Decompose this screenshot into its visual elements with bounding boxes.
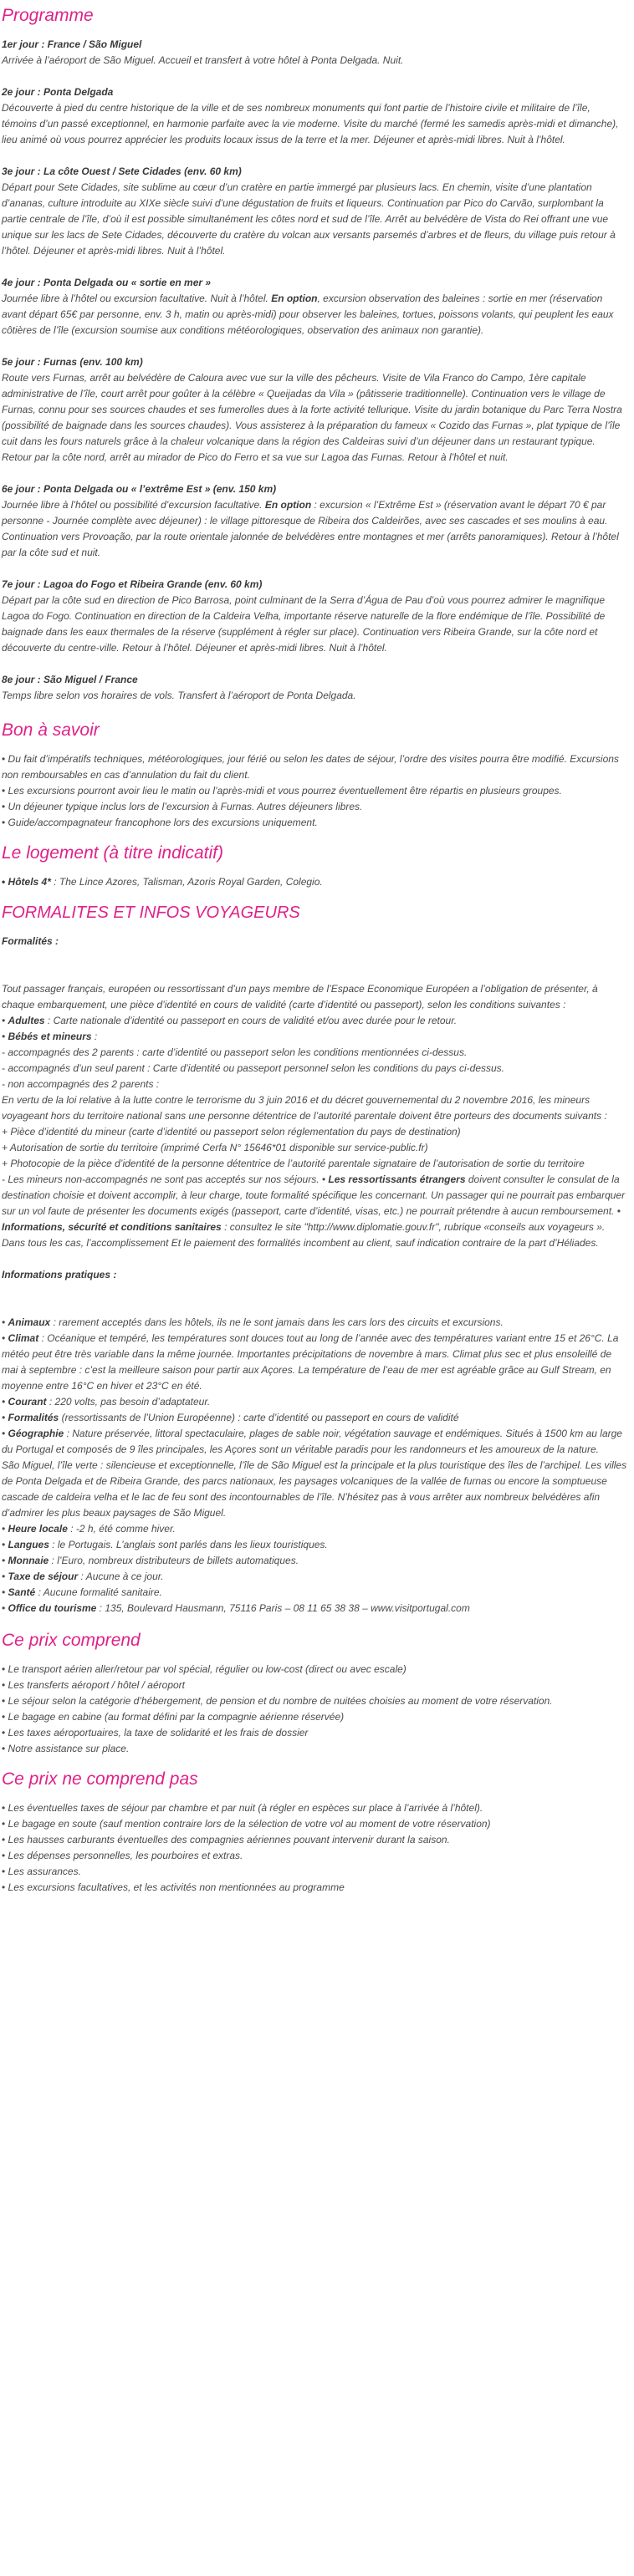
hotels-line [2, 874, 627, 890]
list-item: • Les dépenses personnelles, les pourboires et extras. [2, 1848, 627, 1864]
ne-comprend-pas-title: Ce prix ne comprend pas [2, 1769, 198, 1789]
info-item: • Climat : Océanique et tempéré, les températures sont douces tout au long de l’année avec des températures variant entre 15 et 26°C. La météo peut être très variable dans la même journée. Importantes précipitations de novembre à mars. Climat plus sec et plus ensoleillé de mai à septembre : c’est la meilleure saison pour partir aux Açores. La température de l’eau de mer est agréable grâce au Gulf Stream, en moyenne entre 16°C en hiver et 23°C en été. [2, 1332, 619, 1392]
formalites-section [2, 902, 627, 1628]
option-label: En option [264, 499, 312, 511]
info-item: • Animaux : rarement acceptés dans les hôtels, ils ne le sont jamais dans les cars lors des circuits et excursions. [2, 1316, 504, 1328]
info-item: • Heure locale : -2 h, été comme hiver. [2, 1523, 176, 1535]
closing-b-label: Les ressortissants étrangers [328, 1173, 466, 1185]
formalites-line: + Autorisation de sortie du territoire (imprimé Cerfa N° 15646*01 disponible sur service-public.fr) [2, 1142, 428, 1153]
day-6 [2, 481, 627, 561]
spacer [2, 1251, 627, 1267]
info-label: Climat [8, 1332, 39, 1344]
day-title: 4e jour : Ponta Delgada ou « sortie en mer » [2, 277, 212, 288]
formalites-subtitle: Formalités : [2, 935, 59, 947]
info-text: : l’Euro, nombreux distributeurs de billets automatiques. [49, 1555, 299, 1566]
logement-section [2, 843, 627, 890]
info-item: • Taxe de séjour : Aucune à ce jour. [2, 1571, 164, 1582]
closing-c-label: Informations, sécurité et conditions sanitaires [2, 1221, 222, 1233]
spacer [2, 965, 627, 981]
ne-comprend-pas-section [2, 1769, 627, 1896]
formalites-line: - accompagnés d’un seul parent : Carte d’identité ou passeport personnel selon les conditions du pays ci-dessus. [2, 1062, 505, 1074]
day-title: 5e jour : Furnas (env. 100 km) [2, 356, 143, 368]
list-item: • Le séjour selon la catégorie d’hébergement, de pension et du nombre de nuitées choisies au moment de votre réservation. [2, 1693, 627, 1709]
closing-c: : consultez le site "http://www.diplomatie.gouv.fr", rubrique «conseils aux voyageurs ». Dans tous les cas, l’accomplissement Et le paiement des formalités incombent au client, sauf indication contraire de la part d’Héliades. [2, 1221, 606, 1249]
info-item: • Géographie : Nature préservée, littoral spectaculaire, plages de sable noir, végétation sauvage et endémiques. Situés à 1500 km au large du Portugal et composés de 9 îles principales, les Açores sont un véritable paradis pour les randonneurs et les amoureux de la nature. [2, 1428, 622, 1455]
info-item: • Santé : Aucune formalité sanitaire. [2, 1586, 162, 1598]
info-text: : rarement acceptés dans les hôtels, ils ne le sont jamais dans les cars lors des circuits et excursions. [50, 1316, 504, 1328]
ne-comprend-pas-list [2, 1800, 627, 1896]
adultes-text: : Carte nationale d’identité ou passeport en cours de validité et/ou avec durée pour le retour. [44, 1015, 458, 1026]
info-item: • Formalités (ressortissants de l’Union Européenne) : carte d’identité ou passeport en cours de validité [2, 1412, 459, 1423]
programme-title: Programme [2, 6, 94, 25]
info-title: Informations pratiques : [2, 1269, 117, 1280]
day-title: 2e jour : Ponta Delgada [2, 86, 114, 98]
day-1 [2, 37, 627, 69]
list-item: • Les éventuelles taxes de séjour par chambre et par nuit (à régler en espèces sur place à l’arrivée à l’hôtel). [2, 1800, 627, 1816]
day-text-part: Journée libre à l’hôtel ou possibilité d’excursion facultative. [2, 499, 265, 511]
day-2 [2, 84, 627, 148]
hotels-text: : The Lince Azores, Talisman, Azoris Royal Garden, Colegio. [54, 876, 323, 888]
formalites-title: FORMALITES ET INFOS VOYAGEURS [2, 904, 300, 922]
bebes-line: • Bébés et mineurs : [2, 1031, 98, 1042]
spacer [2, 1299, 627, 1315]
list-item: • Guide/accompagnateur francophone lors des excursions uniquement. [2, 815, 627, 831]
bebes-label: Bébés et mineurs [8, 1031, 92, 1042]
adultes-line: • Adultes : Carte nationale d’identité ou passeport en cours de validité et/ou avec durée pour le retour. [2, 1015, 458, 1026]
info-text: : Océanique et tempéré, les températures sont douces tout au long de l’année avec des températures variant entre 15 et 26°C. La météo peut être très variable dans la même journée. Importantes précipitations de novembre à mars. Climat plus sec et plus ensoleillé de mai à septembre : c’est la meilleure saison pour partir aux Açores. La température de l’eau de mer est agréable grâce au Gulf Stream, en moyenne entre 16°C en hiver et 23°C en été. [2, 1332, 619, 1392]
day-5 [2, 354, 627, 466]
saomiguel-text: São Miguel, l’île verte : silencieuse et exceptionnelle, l’île de São Miguel est la principale et la plus touristique des îles de l’archipel. Les villes de Ponta Delgada et de Ribeira Grande, des parcs nationaux, les paysages volcaniques de la vallée de furnas ou encore la somptueuse cascade de caldeira velha et le lac de feu sont des incontournables de l’île. N’hésitez pas à vous arrêter aux nombreux belvédères afin d’admirer les plus beaux paysages de São Miguel. [2, 1459, 627, 1519]
info-text: : 220 volts, pas besoin d’adaptateur. [46, 1396, 211, 1408]
closing-b: doivent consulter le consulat de la destination choisie et doivent accomplir, à leur charge, toute formalité spécifique les concernant. Un passager qui ne pourrait pas embarquer sur un vol faute de présenter les documents exigés (passeport, carte d’identité, visas, etc.) ne pourrait prétendre à aucun remboursement. [2, 1173, 626, 1217]
day-text: Départ pour Sete Cidades, site sublime au cœur d’un cratère en partie immergé par plusieurs lacs. En chemin, visite d’une plantation d’ananas, culture introduite au XIXe siècle suivi d’une dégustation de fruits et liqueurs. Continuation par Pico do Carvão, surplombant la partie centrale de l’île, d’où il est possible simultanément les côtes nord et sud de l’île. Arrêt au belvédère de Vista do Rei offrant une vue unique sur les lacs de Sete Cidades, découverte du cratère du volcan aux versants parsemés d’arbres et de fleurs, du village puis retour à l’hôtel. Déjeuner et après-midi libres. Nuit à l’hôtel. [2, 181, 616, 257]
day-text: Départ par la côte sud en direction de Pico Barrosa, point culminant de la Serra d’Água de Pau d’où vous pourrez admirer le magnifique Lagoa do Fogo. Continuation en direction de la Caldeira Velha, importante réserve naturelle de la flore endémique de l’île. Possibilité de baignade dans les eaux thermales de la réserve (supplément à régler sur place). Continuation vers Ribeira Grande, sur la côte nord et découverte du centre-ville. Retour à l’hôtel. Déjeuner et après-midi libres. Nuit à l’hôtel. [2, 594, 606, 654]
formalites-line: + Pièce d’identité du mineur (carte d’identité ou passeport selon réglementation du pays de destination) [2, 1126, 461, 1138]
bon-a-savoir-section [2, 720, 627, 831]
list-item: • Les excursions pourront avoir lieu le matin ou l’après-midi et vous pourrez éventuellement être répartis en plusieurs groupes. [2, 783, 627, 799]
list-item: • Le bagage en soute (sauf mention contraire lors de la sélection de votre vol au moment de votre réservation) [2, 1816, 627, 1832]
info-text: (ressortissants de l’Union Européenne) : carte d’identité ou passeport en cours de validité [59, 1412, 459, 1423]
list-item: • Du fait d’impératifs techniques, météorologiques, jour férié ou selon les dates de séjour, l’ordre des visites pourra être modifié. Excursions non remboursables en cas d’annulation du fait du client. [2, 751, 627, 783]
day-title: 3e jour : La côte Ouest / Sete Cidades (env. 60 km) [2, 165, 242, 177]
info-text: : le Portugais. L’anglais sont parlés dans les lieux touristiques. [49, 1539, 328, 1550]
comprend-list [2, 1662, 627, 1757]
day-text [2, 497, 627, 561]
list-item: • Notre assistance sur place. [2, 1741, 627, 1757]
info-label: Heure locale [8, 1523, 68, 1535]
bebes-text: : [91, 1031, 98, 1042]
day-text-part: : excursion « l’Extrême Est » (réservation avant le départ 70 € par personne - Journée complète avec déjeuner) : le village pittoresque de Ribeira dos Caldeirões, avec ses cascades et ses moulins à eau. Continuation vers Provoação, par la route orientale jalonnée de belvédères entre montagnes et mer (arrêts panoramiques). Retour à l’hôtel par la côte sud et nuit. [2, 499, 619, 558]
adultes-label: Adultes [8, 1015, 45, 1026]
info-item: • Langues : le Portugais. L’anglais sont parlés dans les lieux touristiques. [2, 1539, 328, 1550]
day-title: 8e jour : São Miguel / France [2, 674, 138, 685]
list-item: • Les hausses carburants éventuelles des compagnies aériennes pouvant intervenir durant la saison. [2, 1832, 627, 1848]
closing-a: - Les mineurs non-accompagnés ne sont pas acceptés sur nos séjours. [2, 1173, 322, 1185]
info-text: : 135, Boulevard Hausmann, 75116 Paris – 08 11 65 38 38 – www.visitportugal.com [96, 1602, 470, 1614]
day-4 [2, 275, 627, 339]
info-text: : -2 h, été comme hiver. [67, 1523, 176, 1535]
day-text-part: , excursion observation des baleines : sortie en mer (réservation avant départ 65€ par personne, env. 3 h, matin ou après-midi) pour observer les baleines, tortues, poissons volants, qui peuplent les eaux côtières de l’île (excursion soumise aux conditions météorologiques, observation des animaux non garantie). [2, 293, 614, 336]
day-3 [2, 164, 627, 259]
info-label: Géographie [8, 1428, 64, 1439]
day-text-part: Journée libre à l’hôtel ou excursion facultative. Nuit à l’hôtel. [2, 293, 272, 304]
day-text: Découverte à pied du centre historique de la ville et de ses nombreux monuments qui font partie de l’histoire civile et militaire de l’île, témoins d’un passé exceptionnel, en harmonie parfaite avec la vie moderne. Visite du marché (fermé les samedis après-midi et dimanche), lieu animé où vous pourrez apprécier les produits locaux issus de la terre et la mer. Déjeuner et après-midi libres. Nuit à l’hôtel. [2, 102, 619, 145]
info-label: Office du tourisme [8, 1602, 97, 1614]
list-item: • Les excursions facultatives, et les activités non mentionnées au programme [2, 1880, 627, 1896]
list-item: • Les taxes aéroportuaires, la taxe de solidarité et les frais de dossier [2, 1725, 627, 1741]
bon-a-savoir-title: Bon à savoir [2, 720, 100, 740]
hotels-label: • Hôtels 4* [2, 876, 54, 888]
bon-a-savoir-list [2, 751, 627, 831]
day-7 [2, 577, 627, 656]
info-label: Taxe de séjour [8, 1571, 79, 1582]
formalites-line: - accompagnés des 2 parents : carte d’identité ou passeport selon les conditions mentionnées ci-dessus. [2, 1046, 468, 1058]
day-text: Temps libre selon vos horaires de vols. Transfert à l’aéroport de Ponta Delgada. [2, 690, 356, 701]
info-label: Animaux [8, 1316, 51, 1328]
list-item: • Un déjeuner typique inclus lors de l’excursion à Furnas. Autres déjeuners libres. [2, 799, 627, 815]
list-item: • Le transport aérien aller/retour par vol spécial, régulier ou low-cost (direct ou avec escale) [2, 1662, 627, 1677]
list-item: • Le bagage en cabine (au format défini par la compagnie aérienne réservée) [2, 1709, 627, 1725]
info-text: : Nature préservée, littoral spectaculaire, plages de sable noir, végétation sauvage et endémiques. Situés à 1500 km au large du Portugal et composés de 9 îles principales, les Açores sont un véritable paradis pour les randonneurs et les amoureux de la nature. [2, 1428, 622, 1455]
spacer [2, 1616, 627, 1628]
list-item: • Les transferts aéroport / hôtel / aéroport [2, 1677, 627, 1693]
info-label: Courant [8, 1396, 47, 1408]
info-label: Formalités [8, 1412, 59, 1423]
day-title: 7e jour : Lagoa do Fogo et Ribeira Grande (env. 60 km) [2, 578, 263, 590]
formalites-line: En vertu de la loi relative à la lutte contre le terrorisme du 3 juin 2016 et du décret gouvernemental du 2 novembre 2016, les mineurs voyageant hors du territoire national sans une personne détentrice de l’autorité parentale doivent être porteurs des documents suivants : [2, 1094, 607, 1122]
info-item: • Office du tourisme : 135, Boulevard Hausmann, 75116 Paris – 08 11 65 38 38 – www.visitportugal.com [2, 1602, 470, 1614]
info-label: Santé [8, 1586, 36, 1598]
info-label: Langues [8, 1539, 49, 1550]
day-text [2, 291, 627, 339]
programme-section [2, 5, 627, 704]
formalites-intro: Tout passager français, européen ou ressortissant d’un pays membre de l’Espace Economique Européen a l’obligation de présenter, à chaque embarquement, une pièce d’identité en cours de validité (carte d’identité ou passeport), selon les conditions suivantes : [2, 983, 598, 1011]
day-text: Arrivée à l’aéroport de São Miguel. Accueil et transfert à votre hôtel à Ponta Delgada. Nuit. [2, 54, 404, 66]
info-text: : Aucune à ce jour. [78, 1571, 164, 1582]
info-text: : Aucune formalité sanitaire. [35, 1586, 162, 1598]
comprend-section [2, 1630, 627, 1757]
formalites-line: - non accompagnés des 2 parents : [2, 1078, 160, 1090]
formalites-line: + Photocopie de la pièce d’identité de la personne détentrice de l’autorité parentale signataire de l’autorisation de sortie du territoire [2, 1158, 585, 1169]
logement-title: Le logement (à titre indicatif) [2, 843, 223, 863]
info-label: Monnaie [8, 1555, 49, 1566]
day-title: 6e jour : Ponta Delgada ou « l’extrême Est » (env. 150 km) [2, 483, 277, 495]
comprend-title: Ce prix comprend [2, 1631, 141, 1650]
day-title: 1er jour : France / São Miguel [2, 38, 142, 50]
list-item: • Les assurances. [2, 1864, 627, 1880]
info-item: • Monnaie : l’Euro, nombreux distributeurs de billets automatiques. [2, 1555, 299, 1566]
day-text: Route vers Furnas, arrêt au belvédère de Caloura avec vue sur la ville des pêcheurs. Visite de Vila Franco do Campo, 1ère capitale administrative de l’île, court arrêt pour goûter à la célèbre « Queijadas da Vila » (pâtisserie traditionnelle). Continuation vers le village de Furnas, connu pour ses sources chaudes et ses fumerolles dues à la forte activité tellurique. Visite du jardin botanique du Parc Terra Nostra (possibilité de baignade dans les sources chaudes). Vous assisterez à la préparation du fameux « Cozido das Furnas », plat typique de l’île cuit dans les fours naturels grâce à la chaleur volcanique dans la région des Caldeiras suivi d’un déjeuner dans un restaurant typique. Retour par la côte nord, arrêt au mirador de Pico do Ferro et sa vue sur Lagoa das Furnas. Retour à l’hôtel et nuit. [2, 372, 622, 463]
info-item: • Courant : 220 volts, pas besoin d’adaptateur. [2, 1396, 211, 1408]
option-label: En option [271, 293, 318, 304]
day-8 [2, 672, 627, 704]
formalites-closing: - Les mineurs non-accompagnés ne sont pas acceptés sur nos séjours. • Les ressortissants étrangers doivent consulter le consulat de la destination choisie et doivent accomplir, à leur charge, toute formalité spécifique les concernant. Un passager qui ne pourrait pas embarquer sur un vol faute de présenter les documents exigés (passeport, carte d’identité, visas, etc.) ne pourrait prétendre à aucun remboursement. • Informations, sécurité et conditions sanitaires : consultez le site "http://www.diplomatie.gouv.fr", rubrique «conseils aux voyageurs ». Dans tous les cas, l’accomplissement Et le paiement des formalités incombent au client, sauf indication contraire de la part d’Héliades. [2, 1173, 626, 1249]
